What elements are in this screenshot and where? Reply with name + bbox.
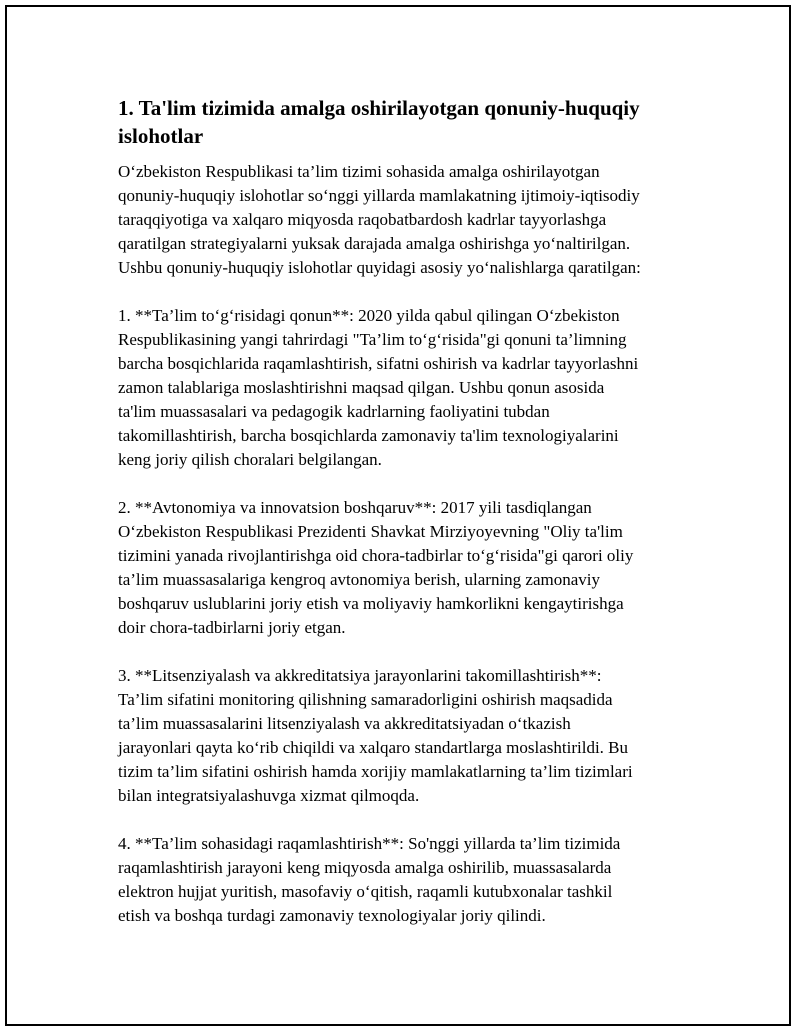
section-heading: 1. Ta'lim tizimida amalga oshirilayotgan qonuniy-huquqiy islohotlar [118,96,640,148]
paragraph-digitalization: 4. **Ta’lim sohasidagi raqamlashtirish**: So'nggi yillarda ta’lim tizimida raqamlashtirish jarayoni keng miqyosda amalga oshirilib, muassasalarda elektron hujjat yuritish, masofaviy o‘qitish, raqamli kutubxonalar tashkil etish va boshqa turdagi zamonaviy texnologiyalar joriy qilindi. [118,834,621,925]
paragraph-licensing: 3. **Litsenziyalash va akkreditatsiya jarayonlarini takomillashtirish**: Ta’lim sifatini monitoring qilishning samaradorligini oshirish maqsadida ta’lim muassasalarini litsenziyalash va akkreditatsiyadan o‘tkazish jarayonlari qayta ko‘rib chiqildi va xalqaro standartlarga moslashtirildi. Bu tizim ta’lim sifatini oshirish hamda xorijiy mamlakatlarning ta’lim tizimlari bilan integratsiyalashuvga xizmat qilmoqda. [118,666,633,805]
intro-paragraph: O‘zbekiston Respublikasi ta’lim tizimi sohasida amalga oshirilayotgan qonuniy-huquqiy islohotlar so‘nggi yillarda mamlakatning ijtimoiy-iqtisodiy taraqqiyotiga va xalqaro miqyosda raqobatbardosh kadrlar tayyorlashga qaratilgan strategiyalarni yuksak darajada amalga oshirishga yo‘naltirilgan. Ushbu qonuniy-huquqiy islohotlar quyidagi asosiy yo‘nalishlarga qaratilgan: [118,162,641,277]
document-body [118,94,718,952]
paragraph-autonomy: 2. **Avtonomiya va innovatsion boshqaruv**: 2017 yili tasdiqlangan O‘zbekiston Respublikasi Prezidenti Shavkat Mirziyoyevning "Oliy ta'lim tizimini yanada rivojlantirishga oid chora-tadbirlar to‘g‘risida"gi qarori oliy ta’lim muassasalariga kengroq avtonomiya berish, ularning zamonaviy boshqaruv uslublarini joriy etish va moliyaviy hamkorlikni kengaytirishga doir chora-tadbirlarni joriy etgan. [118,498,634,637]
paragraph-education-law: 1. **Ta’lim to‘g‘risidagi qonun**: 2020 yilda qabul qilingan O‘zbekiston Respublikasining yangi tahrirdagi "Ta’lim to‘g‘risida"gi qonuni ta’limning barcha bosqichlarida raqamlashtirish, sifatni oshirish va kadrlar tayyorlashni zamon talablariga moslashtirishni maqsad qilgan. Ushbu qonun asosida ta'lim muassasalari va pedagogik kadrlarning faoliyatini tubdan takomillashtirish, barcha bosqichlarda zamonaviy ta'lim texnologiyalarini keng joriy qilish choralari belgilangan. [118,306,639,469]
